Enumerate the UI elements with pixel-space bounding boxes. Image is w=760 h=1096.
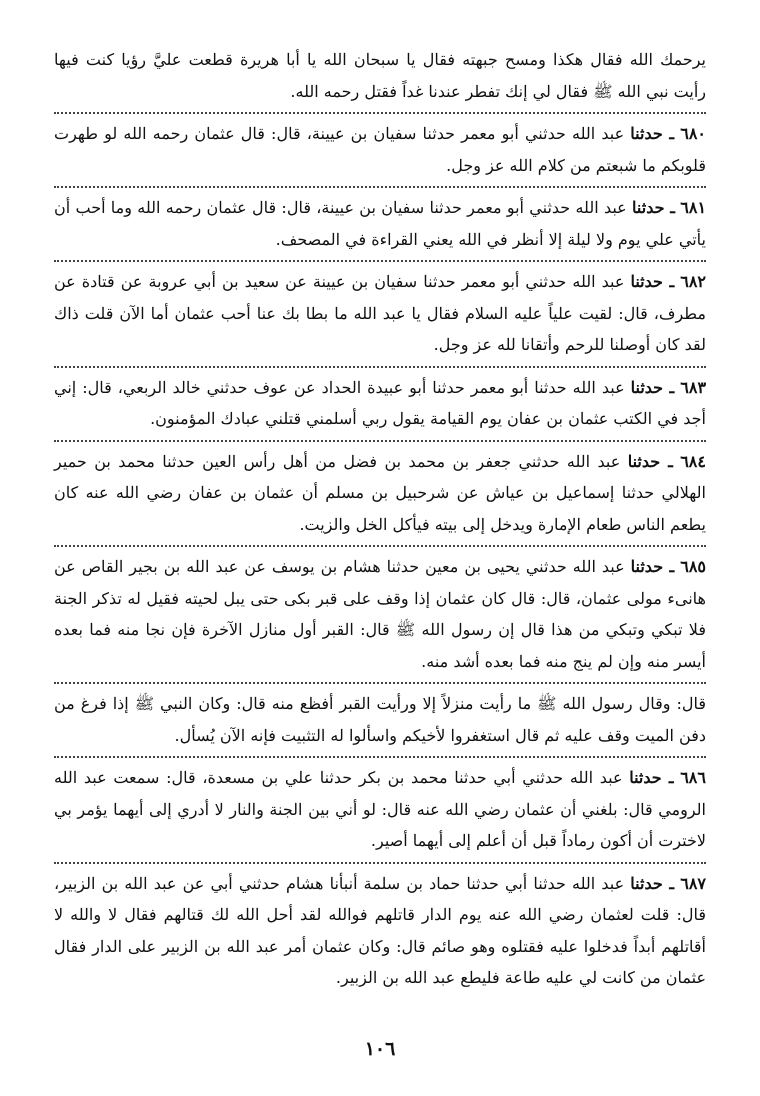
paragraph <box>54 684 706 756</box>
dash: ـ <box>664 198 675 217</box>
page-body <box>54 40 706 999</box>
page-number: ١٠٦ <box>364 1038 396 1060</box>
hadith-text: عبد الله حدثنا أبو معمر حدثنا أبو عبيدة الحداد عن عوف حدثني خالد الربعي، قال: إني أجد في الكتب عثمان بن عفان يوم القيامة يقول ربي أسلمني قتلني عبادك المؤمنون. <box>54 377 706 428</box>
hadith-686 <box>54 758 706 862</box>
hadith-number: ٦٨٠ <box>680 124 707 143</box>
hadith-text: عبد الله حدثني أبي حدثنا محمد بن بكر حدثنا علي بن مسعدة، قال: سمعت عبد الله الرومي قال: بلغني أن عثمان رضي الله عنه قال: لو أني بين الجنة والنار لا أدري إلى أيهما يؤمر بي لاخترت أن أكون رماداً قبل أن أعلم إلى أيهما أصير. <box>54 768 706 850</box>
keyword-haddathana: حدثنا <box>629 768 662 787</box>
hadith-681 <box>54 188 706 260</box>
keyword-haddathana: حدثنا <box>627 451 661 471</box>
hadith-text: عبد الله حدثني يحيى بن معين حدثنا هشام بن يوسف عن عبد الله بن بجير القاص عن هانىء مولى عثمان، قال: قال كان عثمان إذا وقف على قبر بكى حتى يبل لحيته فقيل له تذكر الجنة فلا تبكي وتبكي من هذا قال إن رسول الله ﷺ قال: القبر أول منازل الآخرة فإن نجا منه فما بعده أيسر منه وإن لم ينج منه فما بعده أشد منه. <box>54 557 706 671</box>
hadith-number: ٦٨٢ <box>680 272 706 291</box>
hadith-684 <box>54 442 706 546</box>
dash: ـ <box>660 451 673 471</box>
hadith-text: عبد الله حدثنا أبي حدثنا حماد بن سلمة أنبأنا هشام حدثني أبي عن عبد الله بن الزبير، قال: قلت لعثمان رضي الله عنه يوم الدار قاتلهم فوالله لقد أحل الله لك قتالهم فقال لا والله لا أقاتلهم أبداً فدخلوا عليه فقتلوه وهو صائم قال: وكان عثمان أمر عبد الله بن الزبير على الدار فقال عثمان من كانت لي عليه طاعة فليطع عبد الله بن الزبير. <box>54 873 706 987</box>
paragraph <box>54 40 706 112</box>
hadith-682 <box>54 262 706 366</box>
keyword-haddathana: حدثنا <box>632 198 665 217</box>
hadith-683 <box>54 368 706 440</box>
dash: ـ <box>663 557 675 576</box>
dash: ـ <box>662 873 675 893</box>
keyword-haddathana: حدثنا <box>630 124 663 143</box>
hadith-680 <box>54 114 706 186</box>
hadith-number: ٦٨٧ <box>680 873 706 893</box>
hadith-number: ٦٨٤ <box>680 451 706 471</box>
hadith-text: عبد الله حدثني أبو معمر حدثنا سفيان بن عيينة، قال: قال عثمان رحمه الله لو طهرت قلوبكم ما شبعتم من كلام الله عز وجل. <box>54 124 706 175</box>
dash: ـ <box>662 124 675 143</box>
keyword-haddathana: حدثنا <box>630 873 663 893</box>
keyword-haddathana: حدثنا <box>630 377 664 397</box>
hadith-text: عبد الله حدثني أبو معمر حدثنا سفيان بن عيينة، قال: قال عثمان رحمه الله وما أحب أن يأتي علي يوم ولا ليلة إلا أنظر في الله يعني القراءة في المصحف. <box>54 198 706 249</box>
dash: ـ <box>662 272 675 291</box>
hadith-685 <box>54 547 706 682</box>
keyword-haddathana: حدثنا <box>630 272 663 291</box>
hadith-text: عبد الله حدثني جعفر بن محمد بن فضل من أهل رأس العين حدثنا محمد بن حمير الهلالي حدثنا إسماعيل بن عياش عن شرحبيل بن مسلم أن عثمان بن عفان رضي الله عنه كان يطعم الناس طعام الإمارة ويدخل إلى بيته فيأكل الخل والزيت. <box>54 451 706 534</box>
dash: ـ <box>663 377 675 397</box>
hadith-687 <box>54 864 706 999</box>
keyword-haddathana: حدثنا <box>630 557 664 576</box>
hadith-text: عبد الله حدثني أبو معمر حدثنا سفيان بن عيينة عن سعيد بن أبي عروبة عن قتادة عن مطرف، قال: لقيت علياً عليه السلام فقال يا عبد الله ما بطا بك عنا أحب عثمان أما الآن قلت ذاك لقد كان أوصلنا للرحم وأتقانا لله عز وجل. <box>54 272 707 354</box>
hadith-number: ٦٨٦ <box>680 768 706 787</box>
hadith-number: ٦٨٣ <box>680 377 707 397</box>
hadith-number: ٦٨١ <box>680 198 707 217</box>
paragraph-text: يرحمك الله فقال هكذا ومسح جبهته فقال يا سبحان الله يا أبا هريرة قطعت عليَّ رؤيا كنت فيها رأيت نبي الله ﷺ فقال لي إنك تفطر عندنا غداً فقتل رحمه الله. <box>54 50 706 101</box>
hadith-number: ٦٨٥ <box>680 557 707 576</box>
paragraph-text: قال: وقال رسول الله ﷺ ما رأيت منزلاً إلا ورأيت القبر أفظع منه قال: وكان النبي ﷺ إذا فرغ من دفن الميت وقف عليه ثم قال استغفروا لأخيكم واسألوا له التثبيت فإنه الآن يُسأل. <box>54 694 706 745</box>
dash: ـ <box>661 768 674 787</box>
